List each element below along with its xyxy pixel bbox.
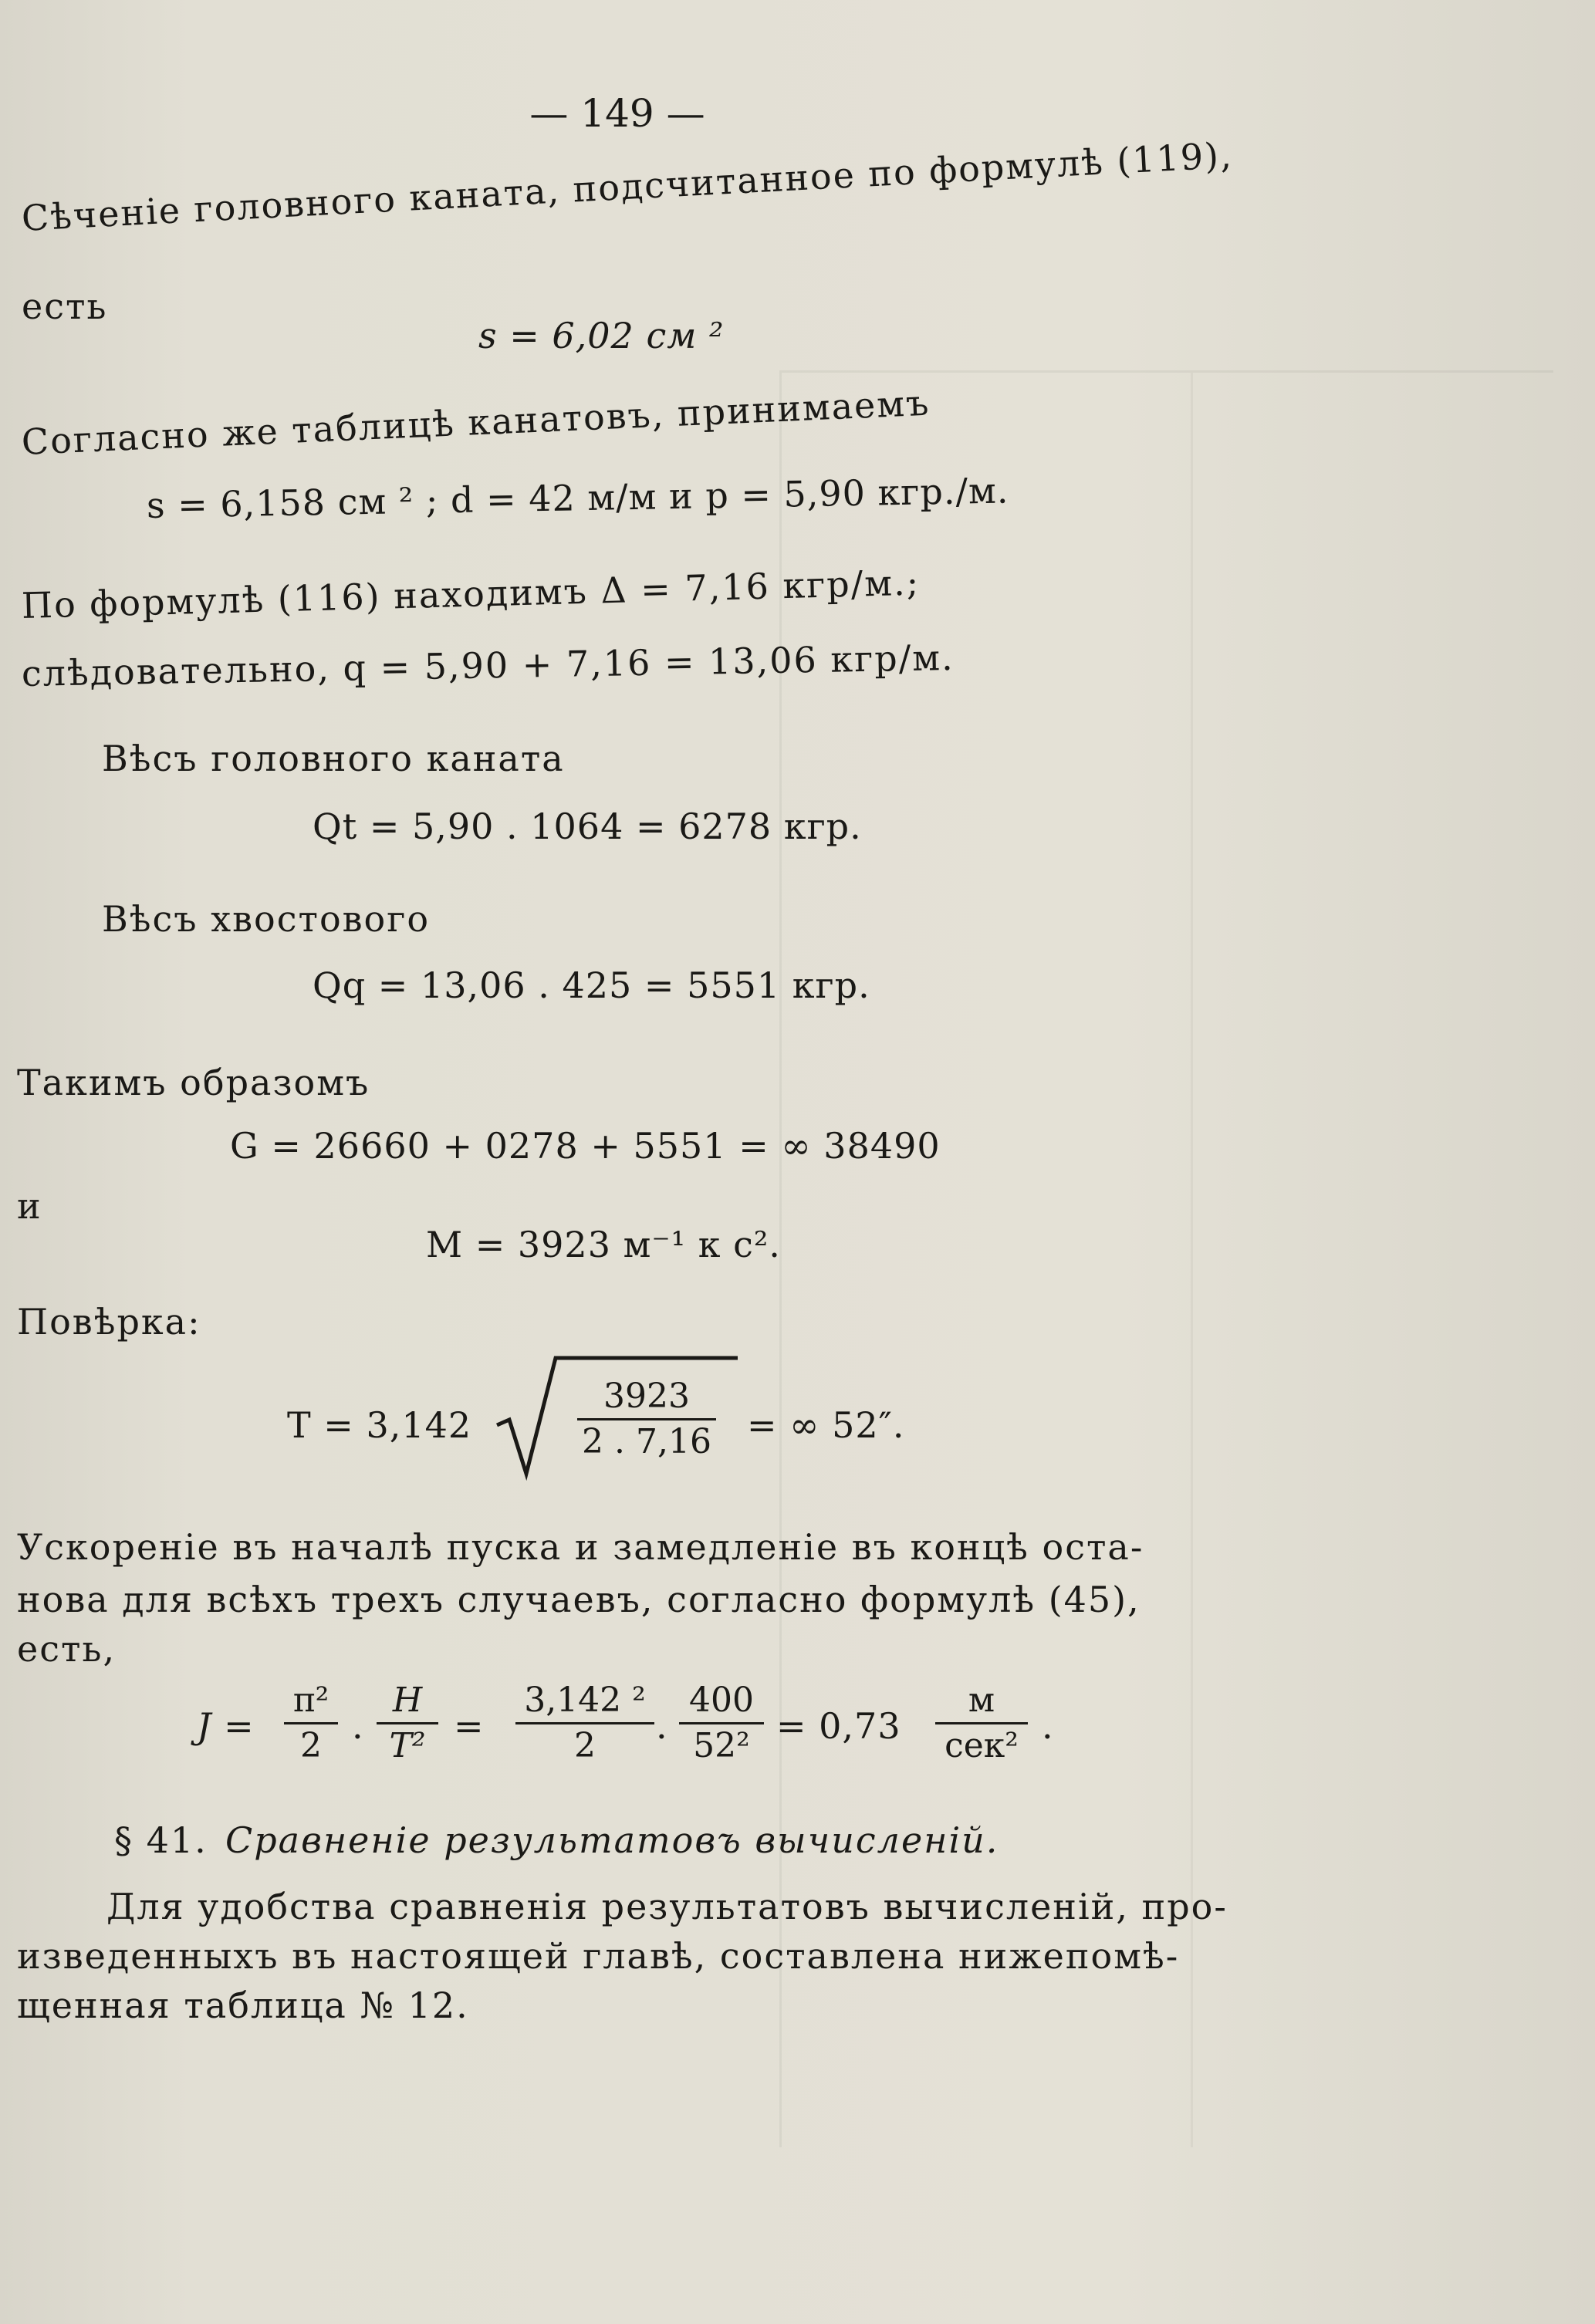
formula-m: M = 3923 м⁻¹ к с². xyxy=(426,1224,781,1265)
fraction-t-numerator: 3923 xyxy=(577,1378,716,1420)
section-title: Сравненіе результатовъ вычисленій. xyxy=(225,1819,999,1861)
text-line-5: слѣдовательно, q = 5,90 + 7,16 = 13,06 кгр/м. xyxy=(21,636,955,694)
section-number: § 41. xyxy=(114,1819,208,1861)
fraction-h-denominator: T² xyxy=(389,1726,426,1766)
fraction-h-numerator: H xyxy=(377,1682,438,1724)
fraction-400 xyxy=(679,1682,764,1765)
text-line-14: Для удобства сравненія результатовъ вычисленій, про- xyxy=(106,1886,1228,1927)
fraction-400-denominator: 52² xyxy=(693,1726,750,1766)
formula-t-rhs: = ∞ 52″. xyxy=(747,1404,905,1446)
fraction-pi xyxy=(284,1682,338,1765)
formula-j-equals: = xyxy=(454,1705,485,1747)
text-line-12: нова для всѣхъ трехъ случаевъ, согласно формулѣ (45), xyxy=(17,1579,1140,1620)
formula-s: s = 6,02 см ² xyxy=(478,315,725,356)
formula-j-end: . xyxy=(1042,1705,1054,1747)
formula-j-dot-2: . xyxy=(656,1705,668,1747)
text-line-16: щенная таблица № 12. xyxy=(17,1985,469,2026)
fraction-pi-numerator: π² xyxy=(284,1682,338,1724)
text-line-4: По формулѣ (116) находимъ Δ = 7,16 кгр/м.; xyxy=(21,561,921,627)
text-line-6: Вѣсъ головного каната xyxy=(102,738,565,779)
fraction-unit-numerator: м xyxy=(935,1682,1028,1724)
page-number: — 149 — xyxy=(529,91,705,136)
text-line-1: Сѣченіе головного каната, подсчитанное по формулѣ (119), xyxy=(20,133,1234,239)
fraction-h xyxy=(377,1682,438,1765)
formula-s2: s = 6,158 см ² ; d = 42 м/м и p = 5,90 кгр./м. xyxy=(146,469,1009,526)
fraction-pi-denominator: 2 xyxy=(300,1726,322,1766)
formula-j-result: = 0,73 xyxy=(776,1705,901,1747)
text-line-13: есть, xyxy=(17,1628,117,1670)
fraction-unit-denominator: сек² xyxy=(944,1726,1019,1766)
text-line-2: есть xyxy=(22,285,108,327)
text-line-9: и xyxy=(17,1185,42,1227)
formula-g: G = 26660 + 0278 + 5551 = ∞ 38490 xyxy=(230,1125,941,1167)
text-line-7: Вѣсъ хвостового xyxy=(102,898,431,940)
formula-j-dot-1: . xyxy=(352,1705,364,1747)
fraction-pi-value-numerator: 3,142 ² xyxy=(515,1682,654,1724)
formula-j-lhs: J = xyxy=(197,1705,255,1747)
text-line-10: Повѣрка: xyxy=(17,1301,201,1343)
fraction-pi-value xyxy=(515,1682,654,1765)
fraction-t xyxy=(577,1378,716,1461)
formula-qt: Qt = 5,90 . 1064 = 6278 кгр. xyxy=(313,806,862,847)
text-line-11: Ускореніе въ началѣ пуска и замедленіе въ концѣ оста- xyxy=(17,1526,1144,1568)
fraction-t-denominator: 2 . 7,16 xyxy=(582,1422,711,1462)
fraction-unit xyxy=(935,1682,1028,1765)
fraction-400-numerator: 400 xyxy=(679,1682,764,1724)
fraction-pi-value-denominator: 2 xyxy=(574,1726,596,1766)
text-line-8: Такимъ образомъ xyxy=(17,1062,370,1103)
text-line-3: Согласно же таблицѣ канатовъ, принимаемъ xyxy=(20,381,931,463)
text-line-15: изведенныхъ въ настоящей главѣ, составлена нижепомѣ- xyxy=(17,1935,1180,1977)
formula-t-lhs: T = 3,142 xyxy=(287,1404,472,1446)
formula-qq: Qq = 13,06 . 425 = 5551 кгр. xyxy=(313,964,870,1006)
